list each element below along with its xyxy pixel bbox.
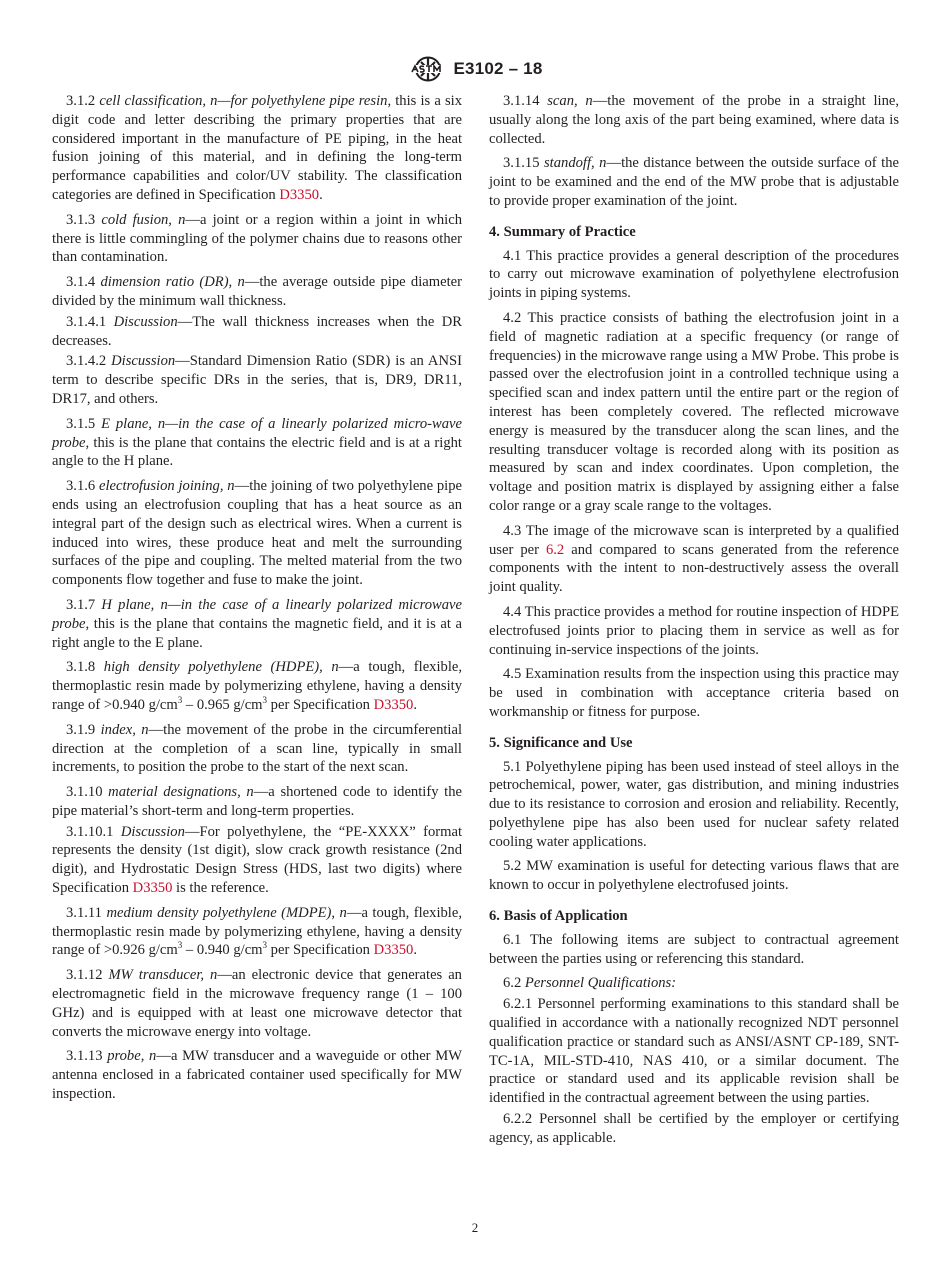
document-designation: E3102 – 18 xyxy=(453,59,543,78)
paragraph-4-5: 4.5 Examination results from the inspection using this practice may be used in combination with acceptance criteria based on workmanship or fitness for purpose. xyxy=(489,666,899,720)
section-heading-4: 4. Summary of Practice xyxy=(489,223,636,240)
left-column xyxy=(52,92,462,1110)
reference-link-d3350[interactable]: D3350 xyxy=(132,880,173,897)
definition-3-1-12: 3.1.12 MW transducer, n—an electronic device that generates an electromagnetic field in the microwave frequency range (1 – 100 GHz) and is equipped with at least one microwave detector that converts the microwave energy into voltage. xyxy=(52,967,462,1040)
definition-3-1-11: 3.1.11 medium density polyethylene (MDPE), n—a tough, flexible, thermoplastic resin made by polymerizing ethylene, having a density range of >0.926 $g/cm^3 - 0.940$ $g/cm^3$ per Specification D3350. xyxy=(52,904,462,959)
page-header xyxy=(0,56,950,82)
definition-3-1-8: 3.1.8 high density polyethylene (HDPE), n—a tough, flexible, thermoplastic resin made by polymerizing ethylene, having a density range of >0.940 $g/cm^3 - 0.965$ $g/cm^3$ per Specification D3350. xyxy=(52,659,463,713)
paragraph-6-2-2: 6.2.2 Personnel shall be certified by the employer or certifying agency, as applicable. xyxy=(489,1111,899,1146)
definition-3-1-7: 3.1.7 H plane, n—in the case of a linearly polarized microwave probe, this is the plane that contains the magnetic field, and it is at a right angle to the E plane. xyxy=(52,596,462,651)
astm-logo-icon xyxy=(408,56,448,82)
definition-3-1-15: 3.1.15 standoff, n—the distance between the outside surface of the joint to be examined and the end of the MW probe that is adjustable to provide proper examination of the joint. xyxy=(489,155,899,209)
paragraph-6-1: 6.1 The following items are subject to contractual agreement between the parties using or referencing this standard. xyxy=(489,931,899,967)
right-column xyxy=(489,92,899,1154)
reference-link-d3350[interactable]: D3350 xyxy=(279,186,320,203)
paragraph-4-2: 4.2 This practice consists of bathing the electrofusion joint in a field of magnetic radiation at a specific frequency (or range of frequencies) in the microwave range using a MW Probe. This probe is passed over the electrofusion joint in a controlled technique using a specified scan and index pattern until the entire part or the region of interest has been completely covered. The reflected microwave energy is measured by the transducer along the scan lines, and the resulting transducer voltage is recorded along with its position as measured by scan and index coordinates. Upon completion, the voltage and position matrix is displayed by assigning either a false color range or a gray scale range to the voltages. xyxy=(489,309,899,514)
reference-link-6-2[interactable]: 6.2 xyxy=(545,541,565,558)
paragraph-4-4: 4.4 This practice provides a method for routine inspection of HDPE electrofused joints prior to placing them in service as well as for continuing in-service inspections of the joints. xyxy=(489,603,899,658)
definition-3-1-13: 3.1.13 probe, n—a MW transducer and a waveguide or other MW antenna enclosed in a fabricated container used specifically for MW inspection. xyxy=(52,1048,462,1103)
page-number: 2 xyxy=(471,1220,479,1235)
paragraph-5-1: 5.1 Polyethylene piping has been used instead of steel alloys in the petrochemical, power, water, gas distribution, and mining industries due to its resistance to corrosion and erosion and reliability. Recently, polyethylene pipe has also been used for nuclear safety related cooling water applications. xyxy=(489,758,899,850)
discussion-3-1-10-1: 3.1.10.1 Discussion—For polyethylene, the “PE-XXXX” format represents the density (1st digit), slow crack growth resistance (2nd digit), and Hydrostatic Design Stress (HDS, last two digits) where Specification D3350 is the reference. xyxy=(52,823,462,897)
section-heading-5: 5. Significance and Use xyxy=(489,734,633,751)
discussion-3-1-4-2: 3.1.4.2 Discussion—Standard Dimension Ratio (SDR) is an ANSI term to describe specific DRs in the series, that is, DR9, DR11, DR17, and others. xyxy=(52,353,462,407)
reference-link-d3350[interactable]: D3350 xyxy=(373,696,414,713)
discussion-3-1-4-1: 3.1.4.1 Discussion—The wall thickness increases when the DR decreases. xyxy=(52,313,462,349)
paragraph-4-1: 4.1 This practice provides a general description of the procedures to carry out microwave examination of polyethylene electrofusion joints in piping systems. xyxy=(489,247,899,302)
paragraph-4-3: 4.3 The image of the microwave scan is interpreted by a qualified user per 6.2 and compared to scans generated from the reference components with the intent to non-destructively assess the overall joint quality. xyxy=(489,522,899,596)
definition-3-1-5: 3.1.5 E plane, n—in the case of a linearly polarized micro-wave probe, this is the plane that contains the electric field and is at a right angle to the H plane. xyxy=(52,415,462,470)
definition-3-1-3: 3.1.3 cold fusion, n—a joint or a region within a joint in which there is little commingling of the polymer chains due to reasons other than contamination. xyxy=(52,211,462,266)
definition-3-1-10: 3.1.10 material designations, n—a shortened code to identify the pipe material’s short-term and long-term properties. xyxy=(52,784,463,819)
definition-3-1-6: 3.1.6 electrofusion joining, n—the joining of two polyethylene pipe ends using an electrofusion coupling that has a heat source as an integral part of the design such as electrical wires. When a current is induced into wires, these produce heat and melt the surrounding surfaces of the pipe and coupling. The melted material from the two components flow together and fuse to make the joint. xyxy=(52,478,463,589)
section-heading-6: 6. Basis of Application xyxy=(489,908,628,925)
paragraph-6-2: 6.2 Personnel Qualifications: xyxy=(503,975,677,992)
definition-3-1-9: 3.1.9 index, n—the movement of the probe in the circumferential direction at the completion of a scan line, typically in small increments, to position the probe to the start of the next scan. xyxy=(52,721,463,776)
definition-3-1-4: 3.1.4 dimension ratio (DR), n—the average outside pipe diameter divided by the minimum wall thickness. xyxy=(52,274,462,309)
reference-link-d3350[interactable]: D3350 xyxy=(373,942,414,959)
paragraph-5-2: 5.2 MW examination is useful for detecting various flaws that are known to occur in polyethylene electrofused joints. xyxy=(489,858,899,894)
definition-3-1-2: 3.1.2 cell classification, n—for polyethylene pipe resin, this is a six digit code and letter describing the primary properties that are considered important in the manufacture of PE piping, in the heat fusion joining of this material, and in defining the long-term performance capabilities and color/UV stability. The classification categories are defined in Specification D3350. xyxy=(52,93,462,203)
paragraph-6-2-1: 6.2.1 Personnel performing examinations to this standard shall be qualified in accordance with a nationally recognized NDT personnel qualification practice or standard such as ANSI/ASNT CP-189, SNT-TC-1A, MIL-STD-410, NAS 410, or a similar document. The practice or standard used and its applicable revision shall be identified in the contractual agreement between the using parties. xyxy=(489,996,899,1107)
definition-3-1-14: 3.1.14 scan, n—the movement of the probe in a straight line, usually along the long axis of the part being examined, where data is collected. xyxy=(489,93,899,147)
